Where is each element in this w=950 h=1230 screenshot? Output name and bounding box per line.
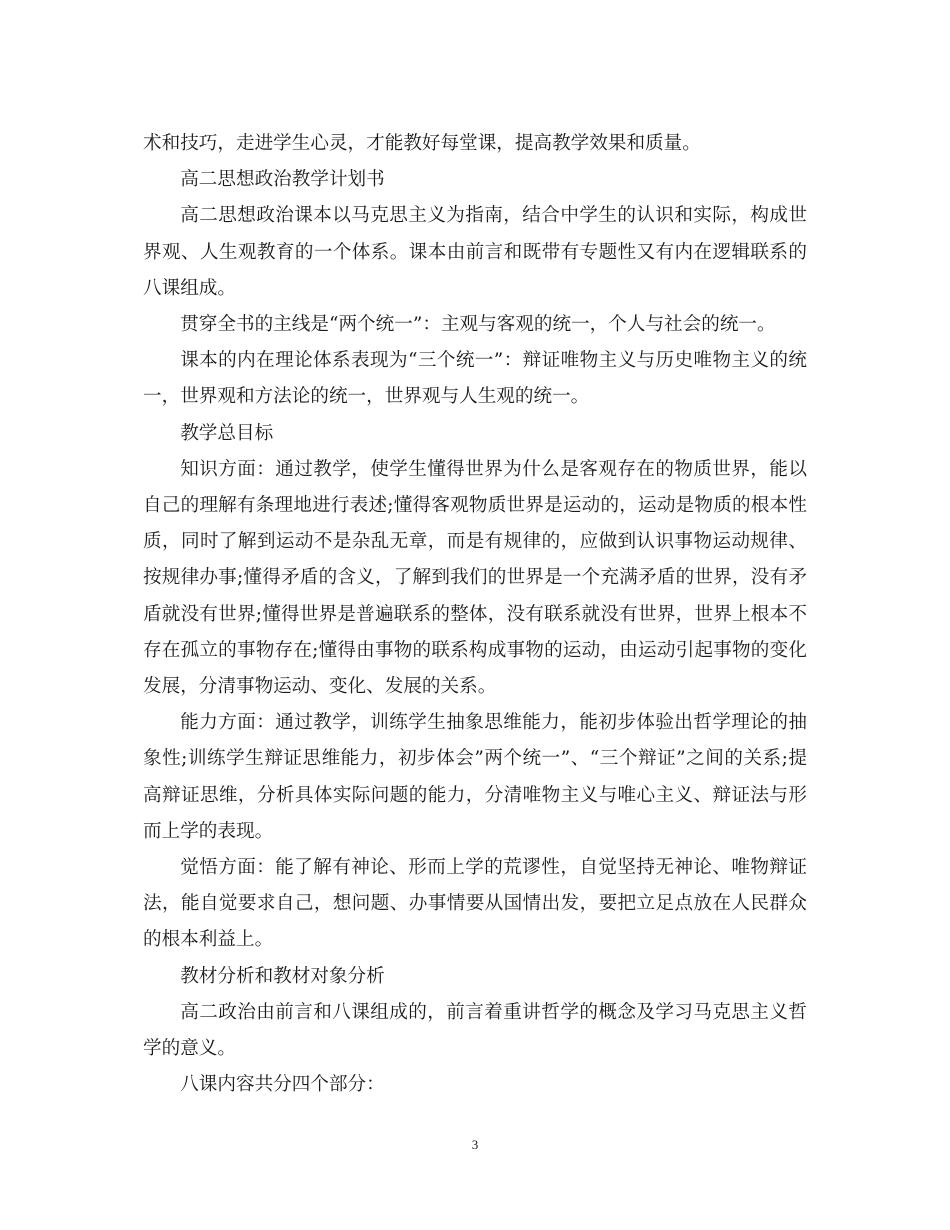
heading-overall-goals: 教学总目标 [180,422,274,444]
paragraph-material-structure: 高二政治由前言和八课组成的，前言着重讲哲学的概念及学习马克思主义哲学的意义。 [143,1001,807,1060]
paragraph-theory-system: 课本的内在理论体系表现为“三个统一”：辩证唯物主义与历史唯物主义的统一，世界观和方法论的统一，世界观与人生观的统一。 [143,350,807,408]
paragraph-textbook-intro: 高二思想政治课本以马克思主义为指南，结合中学生的认识和实际，构成世界观、人生观教育的一个体系。课本由前言和既带有专题性又有内在逻辑联系的八课组成。 [143,205,807,299]
heading-material-analysis: 教材分析和教材对象分析 [180,965,385,987]
paragraph-main-thread: 贯穿全书的主线是“两个统一”：主观与客观的统一，个人与社会的统一。 [180,314,776,336]
page-number: 3 [471,1137,479,1152]
paragraph-ability-goals: 能力方面：通过教学，训练学生抽象思维能力，能初步体验出哲学理论的抽象性;训练学生辩证思维能力，初步体会”两个统一”、“三个辩证”之间的关系;提高辩证思维，分析具体实际问题的能力，分清唯物主义与唯心主义、辩证法与形而上学的表现。 [143,712,807,842]
heading-plan-title: 高二思想政治教学计划书 [180,169,385,191]
paragraph-four-parts: 八课内容共分四个部分： [180,1074,385,1096]
paragraph-awareness-goals: 觉悟方面：能了解有神论、形而上学的荒谬性，自觉坚持无神论、唯物辩证法，能自觉要求自己，想问题、办事情要从国情出发，要把立足点放在人民群众的根本利益上。 [143,857,807,951]
paragraph-knowledge-goals: 知识方面：通过教学，使学生懂得世界为什么是客观存在的物质世界，能以自己的理解有条理地进行表述;懂得客观物质世界是运动的，运动是物质的根本性质，同时了解到运动不是杂乱无章，而是有规律的，应做到认识事物运动规律、按规律办事;懂得矛盾的含义，了解到我们的世界是一个充满矛盾的世界，没有矛盾就没有世界;懂得世界是普遍联系的整体，没有联系就没有世界，世界上根本不存在孤立的事物存在;懂得由事物的联系构成事物的运动，由运动引起事物的变化发展，分清事物运动、变化、发展的关系。 [143,458,807,698]
paragraph-continuation: 术和技巧，走进学生心灵，才能教好每堂课，提高教学效果和质量。 [143,133,701,154]
body-text [143,126,807,1103]
